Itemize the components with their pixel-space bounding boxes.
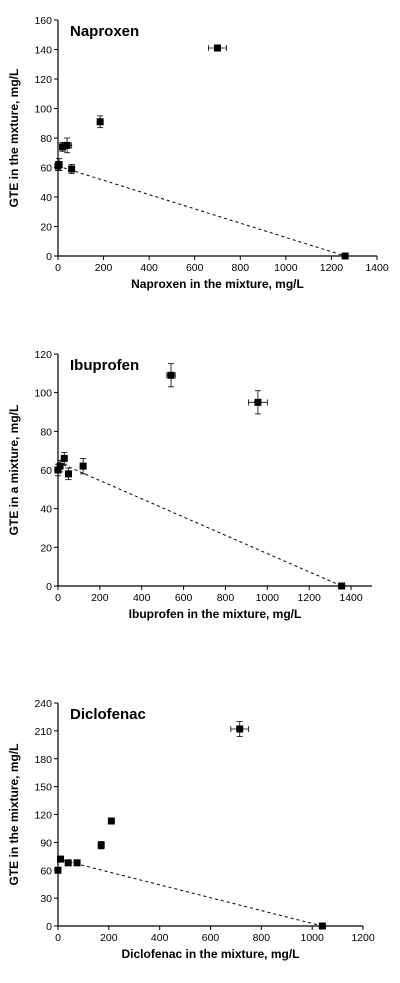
y-tick-label: 0 (46, 251, 52, 263)
x-tick-label: 0 (55, 592, 61, 604)
y-tick-label: 120 (34, 349, 52, 361)
y-tick-label: 0 (46, 921, 52, 933)
data-point (64, 142, 71, 149)
y-tick-label: 60 (40, 865, 52, 878)
y-tick-label: 240 (34, 698, 52, 710)
y-tick-label: 40 (40, 192, 52, 204)
x-tick-label: 1400 (339, 592, 363, 604)
data-point (254, 399, 261, 406)
dashed-trend-line (58, 166, 345, 256)
y-tick-label: 20 (40, 542, 52, 555)
dashed-trend-line (58, 859, 322, 926)
data-point (168, 372, 175, 379)
panel-title: Ibuprofen (70, 357, 140, 374)
data-point (342, 253, 349, 260)
chart-panel-diclofenac (7, 698, 375, 961)
data-point (65, 859, 72, 866)
data-point (68, 165, 75, 172)
y-axis-title: GTE in a mixture, mg/L (7, 404, 21, 536)
y-tick-label: 100 (34, 387, 52, 400)
data-point (319, 923, 326, 930)
x-axis-title: Ibuprofen in the mixture, mg/L (128, 607, 302, 621)
x-tick-label: 1200 (297, 592, 321, 604)
x-tick-label: 1400 (365, 262, 389, 274)
x-tick-label: 200 (91, 592, 109, 604)
x-tick-label: 400 (140, 262, 158, 274)
x-tick-label: 800 (231, 262, 250, 274)
x-tick-label: 200 (100, 932, 118, 944)
data-point (97, 118, 104, 125)
data-point (214, 45, 221, 52)
chart-panel-ibuprofen (7, 349, 372, 621)
data-point (338, 583, 345, 590)
y-tick-label: 60 (40, 162, 52, 175)
x-tick-label: 1200 (351, 932, 375, 944)
y-tick-label: 180 (34, 753, 52, 766)
data-point (61, 455, 68, 462)
y-tick-label: 0 (46, 581, 52, 593)
y-tick-label: 90 (40, 837, 52, 850)
x-tick-label: 400 (150, 932, 169, 944)
x-tick-label: 800 (216, 592, 235, 604)
y-tick-label: 150 (34, 781, 52, 794)
x-tick-label: 800 (252, 932, 271, 944)
data-point (56, 161, 63, 168)
dashed-trend-line (58, 462, 342, 586)
data-point (57, 856, 64, 863)
data-point (108, 818, 115, 825)
panel-title: Naproxen (70, 23, 140, 40)
x-tick-label: 400 (132, 592, 151, 604)
x-tick-label: 600 (174, 592, 193, 604)
y-tick-label: 80 (40, 426, 52, 439)
chart-panel-naproxen (7, 15, 389, 291)
y-tick-label: 20 (40, 221, 52, 234)
x-tick-label: 1200 (319, 262, 344, 274)
y-tick-label: 40 (40, 503, 52, 516)
x-axis-title: Naproxen in the mixture, mg/L (131, 277, 304, 291)
x-tick-label: 600 (201, 932, 220, 944)
x-tick-label: 1000 (255, 592, 280, 604)
data-point (74, 859, 81, 866)
y-tick-label: 100 (34, 103, 52, 116)
data-point (57, 463, 64, 470)
x-tick-label: 600 (185, 262, 204, 274)
data-point (80, 463, 87, 470)
y-tick-label: 210 (34, 725, 52, 738)
x-tick-label: 0 (55, 262, 61, 274)
data-point (65, 470, 72, 477)
panel-title: Diclofenac (70, 706, 146, 723)
y-tick-label: 30 (40, 893, 52, 906)
y-tick-label: 120 (34, 74, 52, 86)
y-tick-label: 140 (34, 44, 52, 57)
y-tick-label: 160 (34, 15, 52, 27)
y-tick-label: 60 (40, 465, 52, 477)
y-tick-label: 120 (34, 809, 52, 822)
x-tick-label: 1000 (300, 932, 324, 944)
y-tick-label: 80 (40, 133, 52, 145)
data-point (236, 726, 243, 733)
data-point (55, 867, 62, 874)
x-tick-label: 0 (55, 932, 61, 944)
x-axis-title: Diclofenac in the mixture, mg/L (121, 947, 300, 961)
x-tick-label: 1000 (274, 262, 298, 274)
y-axis-title: GTE in the mxture, mg/L (7, 68, 21, 208)
data-point (98, 842, 105, 849)
x-tick-label: 200 (94, 262, 113, 274)
y-axis-title: GTE in the mixture, mg/L (7, 743, 21, 886)
